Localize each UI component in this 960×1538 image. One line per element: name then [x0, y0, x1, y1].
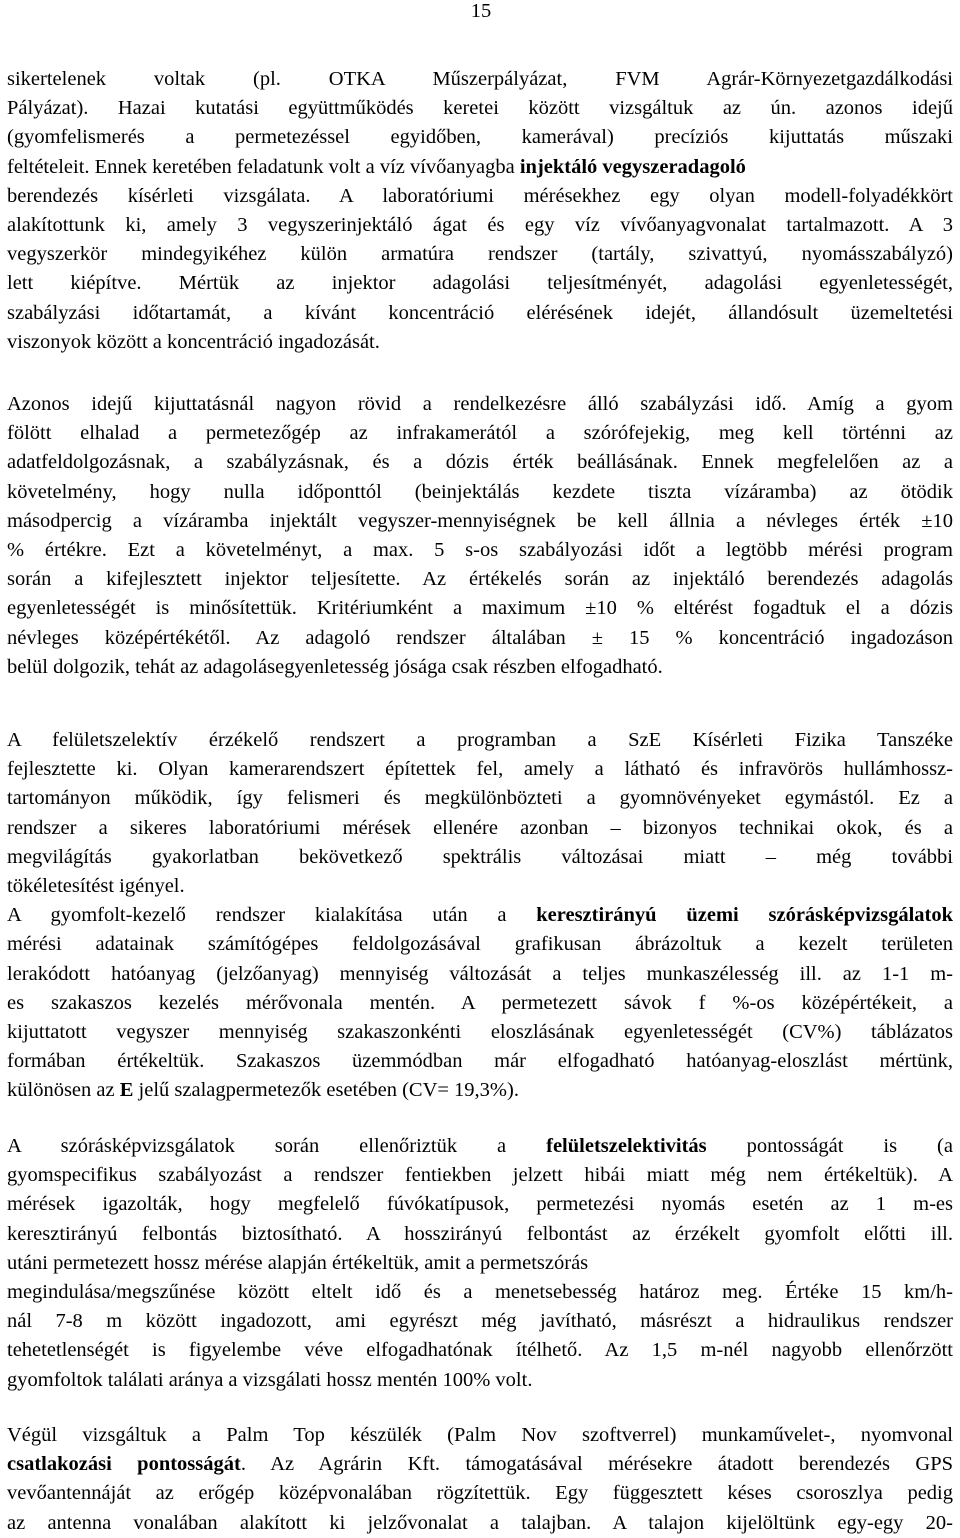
text-line: [7, 755, 953, 784]
text-line: [7, 565, 953, 594]
text-run: vevőantennáját az erőgép középvonalában rögzítettük. Egy függesztett késes csoroszlya pedig: [7, 1482, 953, 1505]
text-run: során a kifejlesztett injektor teljesítette. Az értékelés során az injektáló berendezés adagolás: [7, 568, 953, 591]
text-run: (gyomfelismerés a permetezéssel egyidőben, kamerával) precíziós kijuttatás műszaki: [7, 126, 953, 149]
bold-text: csatlakozási pontosságát: [7, 1453, 241, 1476]
text-line: [7, 123, 953, 152]
text-run: alakítottunk ki, amely 3 vegyszerinjektáló ágat és egy víz vívőanyagvonalat tartalmazott. A 3: [7, 214, 953, 237]
text-run: lett kiépítve. Mértük az injektor adagolási teljesítményét, adagolási egyenletességét,: [7, 272, 953, 295]
text-run: mérési adatainak számítógépes feldolgozásával grafikusan ábrázoltuk a kezelt területen: [7, 933, 953, 956]
text-line: [7, 989, 953, 1018]
text-line: [7, 536, 953, 565]
text-run: pontosságát is (a: [706, 1135, 953, 1157]
text-run: rendszer a sikeres laboratóriumi mérések ellenére azonban – bizonyos technikai okok, és a: [7, 816, 953, 839]
text-run: Pályázat). Hazai kutatási együttműködés keretei között vizsgáltuk az ún. azonos idejű: [7, 97, 953, 120]
text-run: . Az Agrárin Kft. támogatásával mérésekre átadott berendezés GPS: [240, 1453, 953, 1476]
text-run: belül dolgozik, tehát az adagolásegyenletesség jósága csak részben elfogadható.: [7, 655, 663, 678]
text-run: névleges középértékétől. Az adagoló rendszer általában ± 15 % koncentráció ingadozáson: [7, 626, 953, 649]
text-run: utáni permetezett hossz mérése alapján értékeltük, amit a permetszórás: [7, 1251, 589, 1274]
text-run: megvilágítás gyakorlatban bekövetkező spektrális változásai miatt – még további: [7, 845, 953, 868]
text-run: szabályzási időtartamát, a kívánt koncentráció elérésének idejét, állandósult üzemeltetési: [7, 301, 953, 324]
text-line: [7, 1479, 953, 1508]
text-run: megindulása/megszűnése között eltelt idő és a menetsebesség határoz meg. Értéke 15 km/h-: [7, 1281, 953, 1304]
text-line: [7, 594, 953, 623]
text-run: feltételeit. Ennek keretében feladatunk volt a víz vívőanyagba: [7, 155, 520, 178]
text-line: [7, 507, 953, 536]
text-run: Azonos idejű kijuttatásnál nagyon rövid a rendelkezésre álló szabályzási idő. Amíg a gyom: [7, 393, 953, 415]
text-run: Végül vizsgáltuk a Palm Top készülék (Palm Nov szoftverrel) munkaművelet-, nyomvonal: [7, 1424, 953, 1446]
text-line: [7, 726, 953, 755]
text-run: mérések igazolták, hogy megfelelő fúvókatípusok, permetezési nyomás esetén az 1 m-es: [7, 1193, 953, 1216]
text-line: [7, 269, 953, 298]
text-run: másodpercig a vízáramba injektált vegyszer-mennyiségnek be kell állnia a névleges érték ±10: [7, 509, 953, 532]
text-run: az antenna vonalában alakított ki jelzővonalat a talajban. A talajon kijelöltünk egy-egy 20-: [7, 1511, 953, 1534]
text-line: [7, 1421, 953, 1450]
bold-text: injektáló vegyszeradagoló: [519, 155, 746, 178]
text-line: [7, 1161, 953, 1190]
text-run: nál 7-8 m között ingadozott, ami egyrészt még javítható, másrészt a hidraulikus rendszer: [7, 1310, 953, 1333]
paragraph-palm-top-test: [7, 1421, 953, 1538]
text-line: [7, 624, 953, 653]
text-run: gyomspecifikus szabályozást a rendszer fentiekben jelzett hibái miatt még nem értékeltük). A: [7, 1164, 953, 1187]
text-run: A szórásképvizsgálatok során ellenőriztük a: [7, 1135, 547, 1157]
text-run: es szakaszos kezelés mérővonala mentén. A permetezett sávok f %-os középértékeit, a: [7, 991, 953, 1014]
text-line: [7, 1450, 953, 1479]
bold-text: E: [119, 1079, 134, 1102]
bold-text: felületszelektivitás: [546, 1135, 707, 1157]
text-line: [7, 182, 953, 211]
text-run: formában értékeltük. Szakaszos üzemmódban már elfogadható hatóanyag-eloszlást mértünk,: [7, 1050, 953, 1073]
text-line: [7, 960, 953, 989]
text-line: [7, 1278, 953, 1307]
text-run: adatfeldolgozásnak, a szabályzásnak, és a dózis érték beállásának. Ennek megfelelően az a: [7, 451, 953, 474]
text-line: [7, 1220, 953, 1249]
text-line: [7, 872, 953, 901]
page-number: 15: [470, 0, 492, 22]
paragraph-injector-testing: [7, 65, 953, 357]
text-run: tartományon működik, így felismeri és megkülönbözteti a gyomnövényeket egymástól. Ez a: [7, 787, 953, 810]
text-line: [7, 814, 953, 843]
text-run: egyenletességét is minősítettük. Kritériumként a maximum ±10 % eltérést fogadtuk el a dózis: [7, 597, 953, 620]
text-run: fölött elhalad a permetezőgép az infrakamerától a szórófejekig, meg kell történni az: [7, 422, 953, 445]
text-run: keresztirányú felbontás biztosítható. A hosszirányú felbontást az érzékelt gyomfolt előtti ill.: [7, 1222, 953, 1245]
text-run: A gyomfolt-kezelő rendszer kialakítása után a: [7, 904, 537, 927]
text-line: [7, 153, 953, 182]
text-line: [7, 901, 953, 930]
text-line: [7, 448, 953, 477]
text-line: [7, 390, 953, 419]
text-line: [7, 299, 953, 328]
text-run: vegyszerkör mindegyikéhez külön armatúra rendszer (tartály, szivattyú, nyomásszabályzó): [7, 243, 953, 266]
text-line: [7, 94, 953, 123]
text-run: sikertelenek voltak (pl. OTKA Műszerpályázat, FVM Agrár-Környezetgazdálkodási: [7, 68, 953, 90]
text-line: [7, 1018, 953, 1047]
text-run: jelű szalagpermetezők esetében (CV= 19,3%).: [133, 1079, 519, 1102]
text-run: A felületszelektív érzékelő rendszert a programban a SzE Kísérleti Fizika Tanszéke: [7, 729, 953, 751]
text-run: tehetetlenségét is figyelembe véve elfogadhatónak ítélhető. Az 1,5 m-nél nagyobb ellenőrzött: [7, 1339, 953, 1362]
text-line: [7, 240, 953, 269]
text-line: [7, 419, 953, 448]
paragraph-surface-selectivity: [7, 1132, 953, 1395]
text-line: [7, 1076, 953, 1105]
text-line: [7, 1190, 953, 1219]
text-line: [7, 1307, 953, 1336]
text-run: gyomfoltok találati aránya a vizsgálati hossz mentén 100% volt.: [7, 1368, 533, 1391]
text-line: [7, 1336, 953, 1365]
text-run: tökéletesítést igényel.: [7, 875, 185, 898]
text-run: kijuttatott vegyszer mennyiség szakaszonkénti eloszlásának egyenletességét (CV%) táblázatos: [7, 1021, 953, 1044]
text-line: [7, 1132, 953, 1161]
text-run: különösen az: [7, 1079, 120, 1102]
text-run: berendezés kísérleti vizsgálata. A laboratóriumi mérésekhez egy olyan modell-folyadékkört: [7, 184, 953, 207]
text-line: [7, 478, 953, 507]
text-line: [7, 1509, 953, 1538]
bold-text: keresztirányú üzemi szórásképvizsgálatok: [536, 904, 953, 927]
paragraph-selective-sensor: [7, 726, 953, 1106]
text-run: viszonyok között a koncentráció ingadozását.: [7, 330, 380, 353]
text-line: [7, 843, 953, 872]
text-line: [7, 930, 953, 959]
text-line: [7, 1249, 953, 1278]
text-line: [7, 65, 953, 94]
text-line: [7, 211, 953, 240]
text-line: [7, 653, 953, 682]
text-line: [7, 1047, 953, 1076]
text-line: [7, 784, 953, 813]
text-line: [7, 1366, 953, 1395]
text-run: lerakódott hatóanyag (jelzőanyag) mennyiség változását a teljes munkaszélesség ill. az 1-1 m-: [7, 962, 953, 985]
paragraph-dosing-requirements: [7, 390, 953, 682]
text-run: követelmény, hogy nulla időponttól (beinjektálás kezdete tiszta vízáramba) az ötödik: [7, 480, 953, 503]
text-line: [7, 328, 953, 357]
text-run: % értékre. Ezt a követelményt, a max. 5 s-os szabályozási időt a legtöbb mérési program: [7, 539, 953, 562]
text-run: fejlesztette ki. Olyan kamerarendszert építettek fel, amely a látható és infravörös hullámhossz-: [7, 758, 953, 781]
